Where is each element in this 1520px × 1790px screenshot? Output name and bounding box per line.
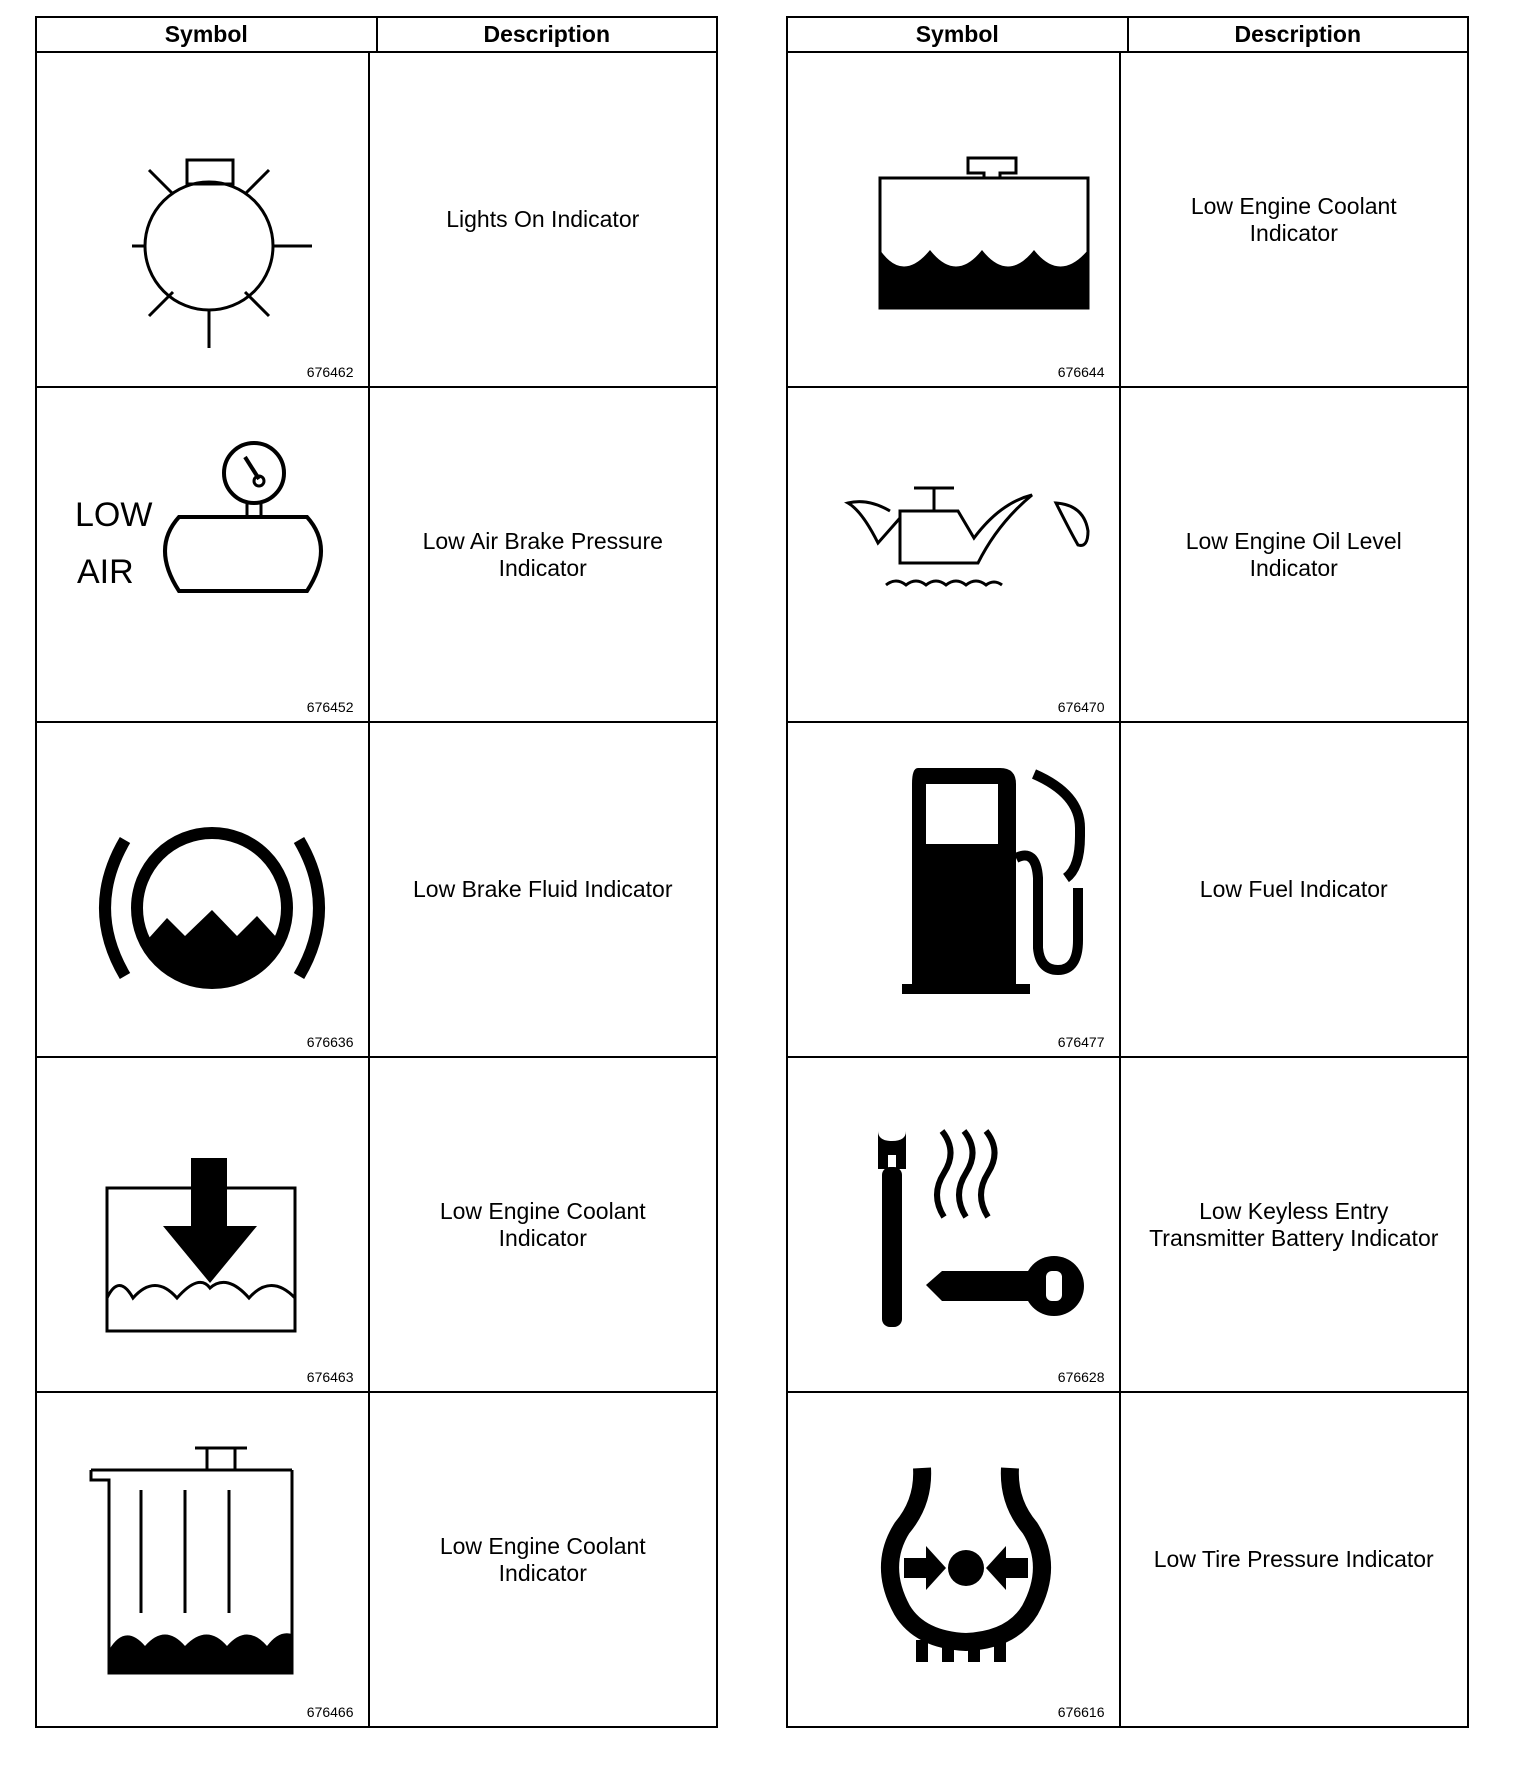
table-row [788, 1058, 1467, 1393]
table-row [37, 1393, 716, 1726]
symbol-cell [37, 1393, 370, 1726]
figure-code: 676463 [306, 1369, 354, 1385]
table-header [37, 18, 716, 53]
figure-code: 676477 [1057, 1034, 1105, 1050]
table-row [788, 53, 1467, 388]
description-text: Low Tire Pressure Indicator [1153, 1546, 1434, 1572]
table-row [788, 388, 1467, 723]
description-cell [370, 723, 717, 1056]
tire-pressure-icon [818, 1418, 1098, 1688]
description-text: Low Engine Oil Level Indicator [1185, 527, 1402, 581]
symbol-cell [788, 1058, 1121, 1391]
figure-code: 676644 [1057, 364, 1105, 380]
fuel-pump-icon [818, 748, 1098, 1018]
description-cell [370, 53, 717, 386]
coolant-radiator-icon [67, 1418, 347, 1688]
coolant-tank-icon [818, 78, 1098, 348]
description-cell [1121, 723, 1468, 1056]
description-header: Description [483, 21, 611, 47]
description-text: Low Air Brake Pressure Indicator [422, 527, 663, 581]
description-text: Low Brake Fluid Indicator [412, 876, 673, 902]
table-row [37, 53, 716, 388]
symbol-cell [788, 723, 1121, 1056]
table-row [37, 388, 716, 723]
symbol-cell [37, 53, 370, 386]
figure-code: 676628 [1057, 1369, 1105, 1385]
brake-fluid-icon [67, 748, 347, 1018]
low-air-label-low: LOW [75, 496, 153, 534]
right-symbol-table [786, 16, 1469, 1728]
symbol-cell [37, 388, 370, 721]
low-air-brake-icon [67, 413, 347, 683]
table-header [788, 18, 1467, 53]
oil-can-icon [818, 413, 1098, 683]
symbol-cell [788, 1393, 1121, 1726]
figure-code: 676462 [306, 364, 354, 380]
symbol-cell [788, 53, 1121, 386]
keyless-battery-icon [818, 1083, 1098, 1353]
description-text: Low Engine Coolant Indicator [1190, 192, 1397, 246]
lights-on-icon [67, 78, 347, 348]
description-cell [370, 1058, 717, 1391]
figure-code: 676636 [306, 1034, 354, 1050]
table-row [788, 1393, 1467, 1726]
description-cell [1121, 53, 1468, 386]
symbol-cell [788, 388, 1121, 721]
symbol-header: Symbol [788, 18, 1129, 51]
figure-code: 676466 [306, 1704, 354, 1720]
description-text: Low Keyless Entry Transmitter Battery Indicator [1149, 1197, 1439, 1251]
description-cell [370, 388, 717, 721]
description-text: Low Fuel Indicator [1199, 876, 1388, 902]
description-text: Lights On Indicator [446, 206, 640, 232]
description-cell [1121, 1393, 1468, 1726]
figure-code: 676452 [306, 699, 354, 715]
figure-code: 676470 [1057, 699, 1105, 715]
table-row [37, 1058, 716, 1393]
symbol-header: Symbol [37, 18, 378, 51]
left-symbol-table [35, 16, 718, 1728]
low-air-label-air: AIR [77, 553, 134, 591]
description-cell [1121, 1058, 1468, 1391]
description-text: Low Engine Coolant Indicator [439, 1197, 646, 1251]
description-cell [1121, 388, 1468, 721]
coolant-arrow-icon [67, 1083, 347, 1353]
table-row [37, 723, 716, 1058]
description-cell [370, 1393, 717, 1726]
description-header: Description [1234, 21, 1362, 47]
symbol-cell [37, 1058, 370, 1391]
description-text: Low Engine Coolant Indicator [439, 1532, 646, 1586]
table-row [788, 723, 1467, 1058]
figure-code: 676616 [1057, 1704, 1105, 1720]
symbol-cell [37, 723, 370, 1056]
